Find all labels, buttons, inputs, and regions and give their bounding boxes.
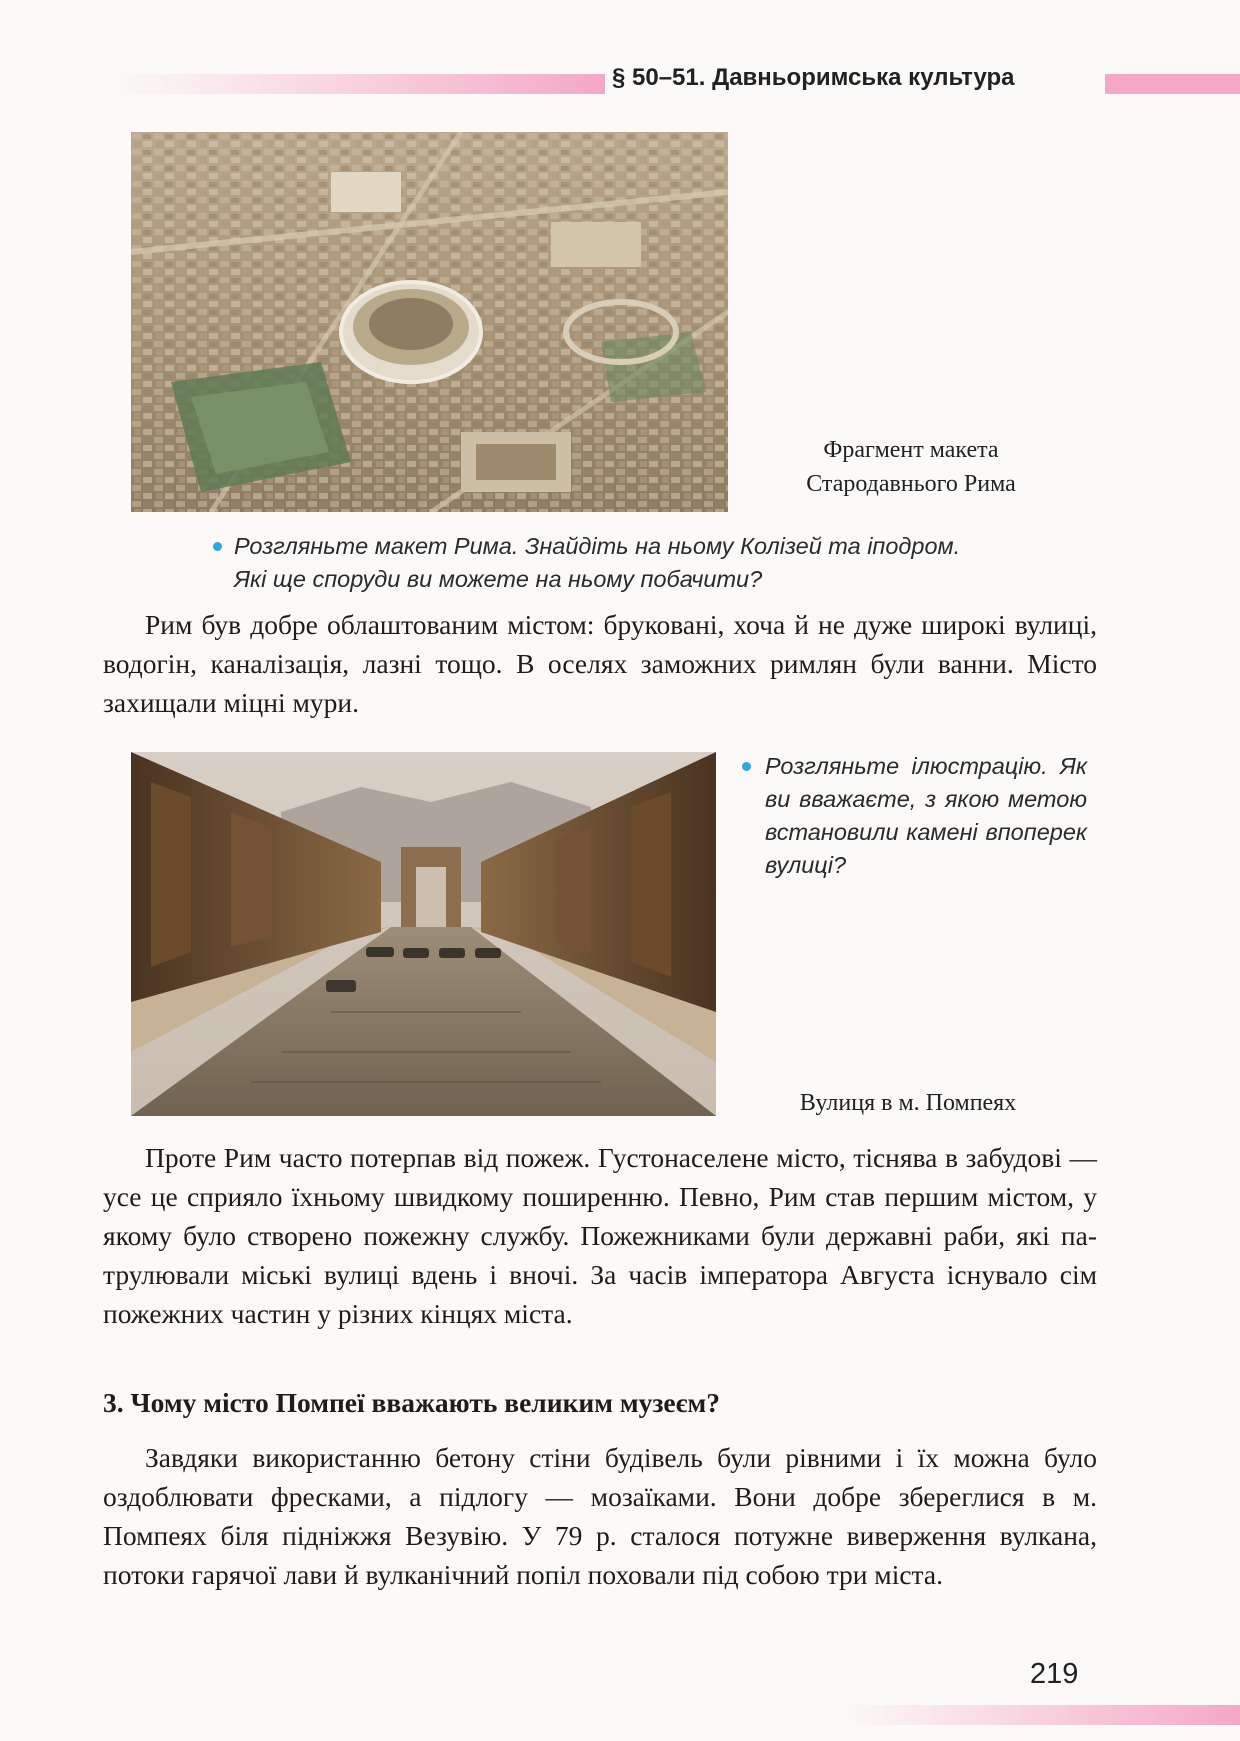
body-paragraph-2 (103, 1138, 1097, 1333)
header-decor-bar-right (1105, 74, 1240, 94)
body-paragraph-1 (103, 605, 1097, 722)
task-line: Розгляньте макет Рима. Знайдіть на ньому Колізей та іподром. (234, 533, 961, 559)
body-paragraph-3 (103, 1438, 1097, 1594)
pompeii-street-photo (131, 752, 716, 1116)
footer-decor-bar (840, 1705, 1240, 1725)
caption-line: Стародавнього Рима (806, 471, 1016, 497)
caption-line: Фрагмент макета (823, 437, 999, 463)
task-question-1 (234, 530, 1134, 596)
task-line: Які ще споруди ви можете на ньому побачити? (234, 566, 763, 592)
page-title: § 50–51. Давньоримська культура (612, 64, 1015, 91)
pompeii-photo-caption: Вулиця в м. Помпеях (799, 1090, 1017, 1116)
task-bullet (742, 762, 751, 771)
task-bullet (213, 542, 222, 551)
paragraph-text: Завдяки використанню бетону стіни будівель були рівними і їх можна було оздоблювати фресками, а підлогу — мозаїками. Вони добре збереглися в м. Помпеях біля підніжжя Везувію. У 79 р. сталося потужне виверження вулкана, потоки гарячої лави й вулканічний попіл поховали під собою три міста. (103, 1442, 1097, 1590)
paragraph-text: Рим був добре облаштованим містом: бруковані, хоча й не дуже широкі вулиці, водогін, каналізація, лазні тощо. В оселях заможних римлян були ванни. Місто захищали міцні мури. (103, 609, 1097, 718)
page-number: 219 (1030, 1658, 1079, 1690)
rome-model-photo (131, 132, 728, 512)
section-heading: 3. Чому місто Помпеї вважають великим музеєм? (103, 1387, 720, 1418)
rome-photo-caption (756, 433, 1066, 501)
task-question-2: Розгляньте ілюстрацію. Як ви вважаєте, з якою метою встановили камені впоперек вулиці? (765, 753, 1087, 878)
header-decor-bar-left (110, 74, 605, 94)
paragraph-text: Проте Рим часто потерпав від пожеж. Густонаселене місто, тіснява в забудові — усе це сприяло їхньому швидкому поширенню. Певно, Рим став першим містом, у якому було створено пожежну службу. Пожежниками були державні раби, які патрулювали міські вулиці вдень і вночі. За часів імператора Августа існувало сім пожежних частин у різних кінцях міста. (103, 1142, 1097, 1329)
